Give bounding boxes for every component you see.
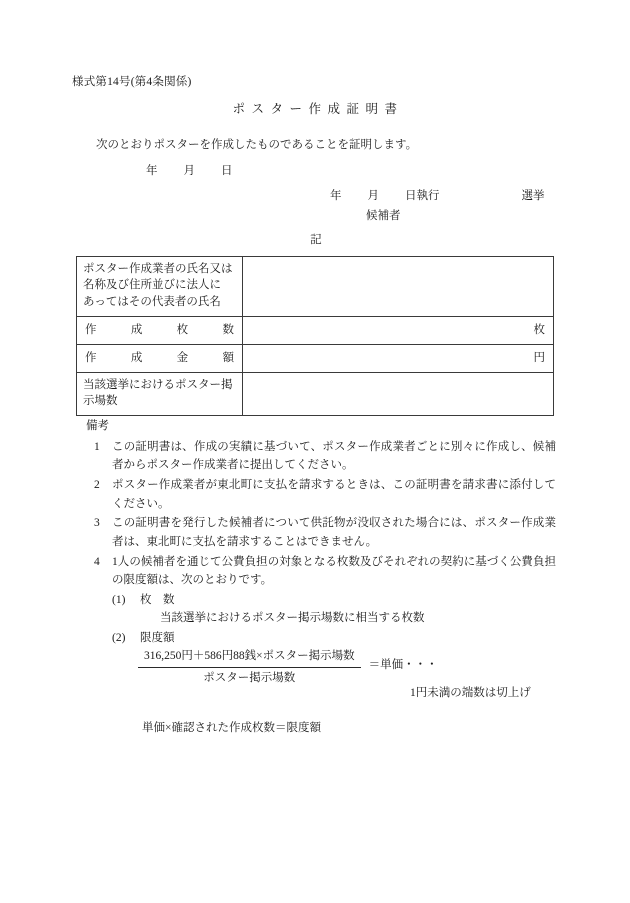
- rounding-note: 1円未満の端数は切上げ: [410, 687, 531, 699]
- ki-mark: 記: [310, 234, 322, 246]
- lead-sentence: 次のとおりポスターを作成したものであることを証明します。: [96, 139, 418, 151]
- amount-unit: 円: [533, 351, 545, 364]
- row-label-producer-name: [77, 257, 243, 317]
- note-number: 1: [94, 440, 100, 453]
- election-execution-line: [330, 188, 560, 206]
- subitem-label: 限度額: [140, 632, 175, 645]
- formula-numerator: 316,250円＋586円88銭×ポスター掲示場数: [138, 648, 361, 668]
- issue-date-year: 年: [146, 165, 158, 177]
- sheet-count-unit: 枚: [533, 323, 545, 336]
- subitem-label: 枚 数: [140, 593, 175, 606]
- subitem-number: (1): [112, 593, 126, 606]
- note-number: 4: [94, 555, 100, 568]
- execution-month: 月: [367, 190, 379, 202]
- election-label: 選挙: [521, 190, 545, 202]
- row-value-board-count[interactable]: [243, 373, 554, 416]
- certificate-table: [76, 256, 554, 416]
- row-label-amount: [77, 345, 243, 373]
- board-count-line-2: 示場数: [83, 395, 118, 408]
- amount-char-2: 成: [130, 351, 143, 364]
- formula-denominator: ポスター掲示場数: [203, 671, 296, 684]
- issue-date-day: 日: [221, 165, 233, 177]
- document-title: ポスター作成証明書: [232, 102, 404, 116]
- unit-price-formula: [138, 648, 438, 688]
- board-count-line-1: 当該選挙におけるポスター掲: [83, 379, 233, 391]
- note-item: [86, 514, 556, 551]
- subitem-limit-amount: [86, 629, 556, 648]
- notes-section: [86, 418, 556, 648]
- producer-name-line-1: ポスター作成業者の氏名又は: [83, 263, 233, 275]
- note-number: 2: [94, 479, 100, 492]
- amount-char-4: 額: [222, 351, 234, 364]
- note-item: [86, 553, 556, 590]
- table-row: [77, 373, 554, 416]
- sheet-count-char-3: 枚: [176, 323, 189, 336]
- formula-result: ＝単価・・・: [368, 659, 438, 671]
- table-row: [77, 257, 554, 317]
- execution-year: 年: [330, 190, 342, 202]
- subitem-sheet-count-body: 当該選挙におけるポスター掲示場数に相当する枚数: [160, 612, 425, 625]
- issue-date-line: [146, 163, 233, 181]
- row-value-sheet-count[interactable]: [243, 317, 554, 345]
- note-text: 1人の候補者を通じて公費負担の対象となる枚数及びそれぞれの契約に基づく公費負担の限度額は、次のとおりです。: [112, 555, 556, 587]
- producer-name-line-3: あってはその代表者の氏名: [83, 295, 221, 308]
- notes-heading: 備考: [86, 420, 109, 432]
- note-text: この証明書は、作成の実績に基づいて、ポスター作成業者ごとに別々に作成し、候補者からポスター作成業者に提出してください。: [112, 440, 556, 472]
- note-text: この証明書を発行した候補者について供託物が没収された場合には、ポスター作成業者は、東北町に支払を請求することはできません。: [112, 517, 556, 548]
- table-row: [77, 345, 554, 373]
- note-item: [86, 476, 556, 513]
- formula-fraction: [138, 648, 361, 688]
- amount-char-3: 金: [176, 351, 189, 364]
- producer-name-line-2: 名称及び住所並びに法人に: [83, 279, 221, 292]
- note-item: [86, 438, 556, 475]
- limit-amount-formula: 単価×確認された作成枚数＝限度額: [142, 722, 321, 734]
- sheet-count-char-2: 成: [130, 323, 143, 336]
- amount-char-1: 作: [85, 351, 97, 364]
- note-number: 3: [94, 517, 100, 530]
- form-number: 様式第14号(第4条関係): [72, 76, 192, 88]
- sheet-count-char-1: 作: [85, 323, 97, 336]
- table-row: [77, 317, 554, 345]
- row-label-board-count: [77, 373, 243, 416]
- row-label-sheet-count: [77, 317, 243, 345]
- sheet-count-char-4: 数: [222, 323, 234, 336]
- row-value-producer-name[interactable]: [243, 257, 554, 317]
- candidate-label: 候補者: [366, 210, 401, 222]
- note-text: ポスター作成業者が東北町に支払を請求するときは、この証明書を請求書に添付してください。: [112, 479, 556, 510]
- subitem-sheet-count: [86, 591, 556, 610]
- issue-date-month: 月: [183, 165, 195, 177]
- execution-day: 日執行: [405, 190, 440, 202]
- row-value-amount[interactable]: [243, 345, 554, 373]
- subitem-number: (2): [112, 632, 126, 645]
